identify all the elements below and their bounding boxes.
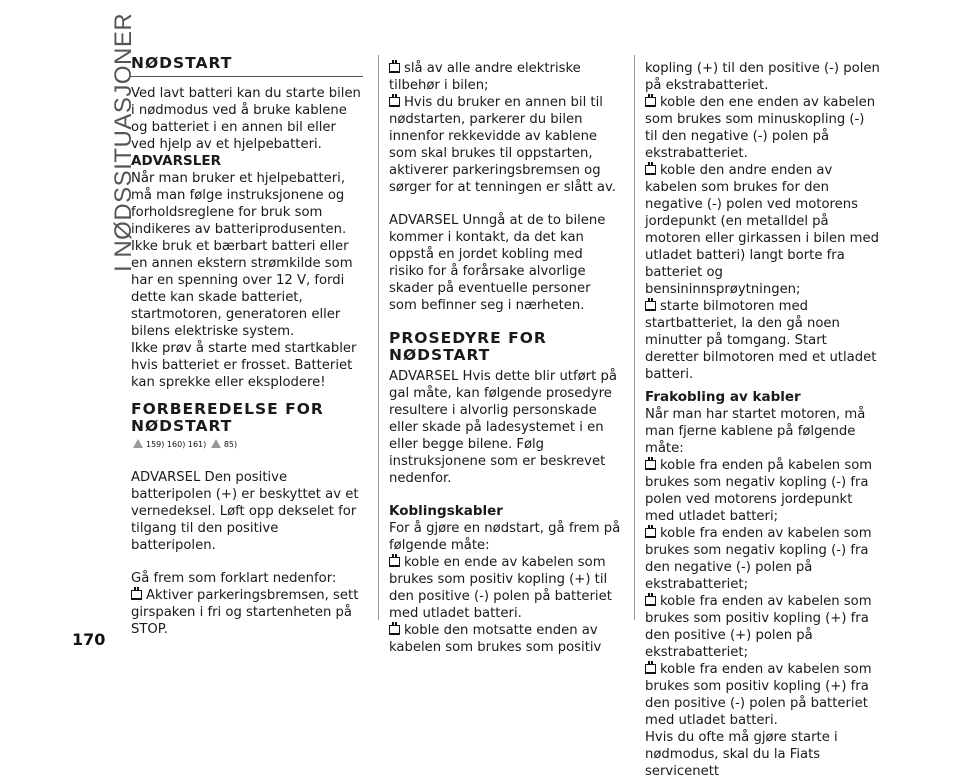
- ga-frem-paragraph: Gå frem som forklart nedenfor:: [131, 571, 337, 586]
- list-item: koble fra enden av kabelen som brukes som negativ kopling (-) fra den negative (-) polen på ekstrabatteriet;: [645, 526, 872, 592]
- battery-bullet-icon: [645, 664, 656, 674]
- heading-nodstart: NØDSTART: [131, 54, 233, 72]
- refs-b: 85): [223, 440, 238, 449]
- list-item: koble fra enden av kabelen som brukes som positiv kopling (+) fra den positive (-) polen på batteriet med utladet batteri.: [645, 662, 872, 728]
- column-3: [645, 60, 881, 780]
- battery-bullet-icon: [645, 165, 656, 175]
- heading-rule: [131, 76, 363, 77]
- refs-a: 159) 160) 161): [146, 440, 207, 449]
- page-number: 170: [72, 630, 106, 649]
- list-item: koble den ene enden av kabelen som brukes som minuskopling (-) til den negative (-) polen på ekstrabatteriet.: [645, 95, 876, 161]
- list-item: koble fra enden av kabelen som brukes som positiv kopling (+) fra den positive (+) polen på ekstrabatteriet;: [645, 594, 872, 660]
- advarsler-paragraph-3: Ikke prøv å starte med startkabler hvis batteriet er frosset. Batteriet kan sprekke eller eksplodere!: [131, 341, 357, 390]
- battery-bullet-icon: [131, 590, 142, 600]
- advarsler-paragraph-2: Ikke bruk et bærbart batteri eller en annen ekstern strømkilde som har en spenning over 12 V, fordi dette kan skade batteriet, startmotoren, generatoren eller bilens elektriske system.: [131, 239, 353, 339]
- frakobling-intro: Når man har startet motoren, må man fjerne kablene på følgende måte:: [645, 407, 866, 456]
- column-1: [131, 55, 363, 638]
- heading-prosedyre: PROSEDYRE FOR NØDSTART: [389, 329, 547, 364]
- warning-triangle-icon: [133, 439, 143, 448]
- battery-bullet-icon: [389, 97, 400, 107]
- advarsel-paragraph: ADVARSEL Den positive batteripolen (+) er beskyttet av et vernedeksel. Løft opp dekselet for tilgang til den positive batteripolen.: [131, 470, 359, 553]
- list-item: Hvis du bruker en annen bil til nødstarten, parkerer du bilen innenfor rekkevidde av kablene som skal brukes til oppstarten, aktiverer parkeringsbremsen og sørger for at tenningen er slått av.: [389, 95, 616, 195]
- battery-bullet-icon: [389, 557, 400, 567]
- battery-bullet-icon: [645, 460, 656, 470]
- final-paragraph: Hvis du ofte må gjøre starte i nødmodus, skal du la Fiats servicenett: [645, 730, 838, 779]
- battery-bullet-icon: [645, 528, 656, 538]
- battery-bullet-icon: [389, 625, 400, 635]
- heading-forberedelse: FORBEREDELSE FOR NØDSTART: [131, 400, 324, 435]
- list-item: koble en ende av kabelen som brukes som positiv kopling (+) til den positive (-) polen på batteriet med utladet batteri.: [389, 555, 612, 621]
- column-2: [389, 60, 621, 656]
- list-item: slå av alle andre elektriske tilbehør i bilen;: [389, 61, 581, 93]
- battery-bullet-icon: [645, 301, 656, 311]
- continued-text: kopling (+) til den positive (-) polen på ekstrabatteriet.: [645, 61, 880, 93]
- heading-koblingskabler: Koblingskabler: [389, 503, 503, 519]
- battery-bullet-icon: [645, 97, 656, 107]
- intro-paragraph: Ved lavt batteri kan du starte bilen i nødmodus ved å bruke kablene og batteriet i en annen bil eller ved hjelp av et hjelpebatteri.: [131, 86, 361, 152]
- column-divider: [378, 55, 379, 620]
- list-item: Aktiver parkeringsbremsen, sett girspaken i fri og startenheten på STOP.: [131, 588, 359, 637]
- warning-triangle-icon: [211, 439, 221, 448]
- advarsler-paragraph-1: Når man bruker et hjelpebatteri, må man følge instruksjonene og forholdsreglene for bruk som indikeres av batteriprodusenten.: [131, 171, 347, 237]
- reference-markers: [131, 439, 363, 451]
- list-item: koble fra enden på kabelen som brukes som negativ kopling (-) fra polen ved motorens jordepunkt med utladet batteri;: [645, 458, 873, 524]
- heading-advarsler: ADVARSLER: [131, 153, 221, 169]
- advarsel-paragraph-1: ADVARSEL Unngå at de to bilene kommer i kontakt, da det kan oppstå en jordet kobling med risiko for å forårsake alvorlige skader på eventuelle personer som befinner seg i nærheten.: [389, 213, 606, 313]
- side-title-text: I NØDSSITUASJONER: [110, 12, 137, 272]
- heading-frakobling: Frakobling av kabler: [645, 389, 801, 405]
- koblingskabler-intro: For å gjøre en nødstart, gå frem på følgende måte:: [389, 521, 621, 553]
- advarsel-paragraph-2: ADVARSEL Hvis dette blir utført på gal måte, kan følgende prosedyre resultere i alvorlig personskade eller skade på ladesystemet i en eller begge bilene. Følg instruksjonene som er beskrevet nedenfor.: [389, 369, 617, 486]
- column-divider: [634, 55, 635, 620]
- list-item: starte bilmotoren med startbatteriet, la den gå noen minutter på tomgang. Start deretter bilmotoren med et utladet batteri.: [645, 299, 877, 382]
- battery-bullet-icon: [389, 63, 400, 73]
- battery-bullet-icon: [645, 596, 656, 606]
- list-item: koble den andre enden av kabelen som brukes for den negative (-) polen ved motorens jordepunkt (en metalldel på motoren eller girkassen i bilen med utladet batteri) langt borte fra batteriet og bensininnsprøytningen;: [645, 163, 880, 297]
- list-item: koble den motsatte enden av kabelen som brukes som positiv: [389, 623, 602, 655]
- section-side-title: [80, 12, 137, 272]
